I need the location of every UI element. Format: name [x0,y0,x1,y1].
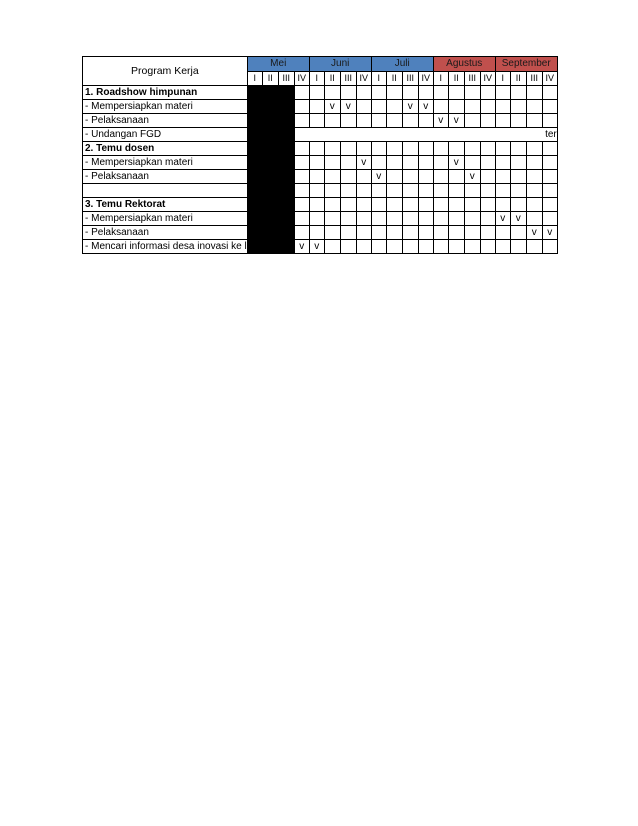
week-cell [464,156,480,170]
check-mark: v [542,226,557,240]
week-cell [418,142,433,156]
month-header-mei: Mei [247,57,309,72]
week-cell [495,86,510,100]
week-cell [448,100,464,114]
table-row [83,156,558,170]
week-cell [386,184,402,198]
blocked-cell [278,184,294,198]
week-header: III [464,71,480,86]
table-row [83,100,558,114]
week-cell [448,198,464,212]
blocked-cell [247,128,262,142]
blocked-cell [247,170,262,184]
week-header: IV [542,71,557,86]
week-header: III [526,71,542,86]
week-cell [356,240,371,254]
week-cell [294,142,309,156]
week-cell [480,86,495,100]
week-cell [324,170,340,184]
week-cell [402,226,418,240]
activity-label: - Mencari informasi desa inovasi ke l [83,240,248,254]
check-mark: v [433,114,448,128]
week-cell [340,170,356,184]
week-cell [324,226,340,240]
blocked-cell [262,86,278,100]
week-cell [294,100,309,114]
blocked-cell [262,184,278,198]
week-cell [433,240,448,254]
week-cell [402,212,418,226]
blocked-cell [247,100,262,114]
week-cell [386,240,402,254]
week-cell [510,226,526,240]
week-cell [294,86,309,100]
week-cell [510,86,526,100]
week-cell [371,114,386,128]
blocked-cell [247,156,262,170]
week-cell [526,240,542,254]
activity-label: - Mempersiapkan materi [83,212,248,226]
week-cell [464,198,480,212]
week-cell [309,142,324,156]
week-cell [386,114,402,128]
week-cell [386,212,402,226]
week-cell [356,226,371,240]
week-cell [510,170,526,184]
blocked-cell [262,114,278,128]
week-cell [526,142,542,156]
activity-label [83,184,248,198]
week-cell [386,170,402,184]
week-cell [324,86,340,100]
week-cell [542,240,557,254]
week-cell [542,170,557,184]
check-mark: v [464,170,480,184]
week-header: III [278,71,294,86]
check-mark: v [418,100,433,114]
week-cell [480,156,495,170]
blocked-cell [262,212,278,226]
week-cell [480,114,495,128]
week-header: IV [480,71,495,86]
week-cell [402,114,418,128]
week-cell [542,86,557,100]
week-header: I [309,71,324,86]
blocked-cell [278,114,294,128]
month-header-juni: Juni [309,57,371,72]
week-cell [542,184,557,198]
week-cell [510,240,526,254]
week-header: II [510,71,526,86]
week-cell [418,240,433,254]
week-cell [294,114,309,128]
check-mark: v [526,226,542,240]
week-cell [309,226,324,240]
week-cell [526,114,542,128]
week-cell [510,156,526,170]
week-cell [386,226,402,240]
week-cell [480,170,495,184]
week-cell [448,142,464,156]
blocked-cell [278,212,294,226]
check-mark: v [510,212,526,226]
week-cell [542,198,557,212]
week-cell [495,100,510,114]
week-header: IV [356,71,371,86]
week-cell [433,86,448,100]
week-header: II [386,71,402,86]
blocked-cell [247,114,262,128]
overflow-text: ter [294,128,557,142]
week-cell [371,100,386,114]
week-cell [495,170,510,184]
check-mark: v [309,240,324,254]
week-cell [340,198,356,212]
week-cell [402,142,418,156]
week-cell [526,170,542,184]
week-cell [371,184,386,198]
week-cell [495,240,510,254]
table-row [83,114,558,128]
program-kerja-header: Program Kerja [83,57,248,86]
week-cell [480,212,495,226]
week-cell [340,114,356,128]
week-cell [356,142,371,156]
check-mark: v [402,100,418,114]
week-cell [356,198,371,212]
week-cell [542,212,557,226]
month-header-agustus: Agustus [433,57,495,72]
week-cell [340,212,356,226]
week-cell [309,100,324,114]
week-cell [418,212,433,226]
week-cell [294,212,309,226]
week-cell [356,100,371,114]
week-cell [542,142,557,156]
week-cell [464,240,480,254]
week-cell [495,114,510,128]
week-cell [309,156,324,170]
blocked-cell [278,86,294,100]
week-cell [418,226,433,240]
week-cell [433,184,448,198]
week-cell [418,156,433,170]
week-header: IV [418,71,433,86]
week-cell [464,184,480,198]
week-cell [510,184,526,198]
activity-label: - Pelaksanaan [83,170,248,184]
week-cell [480,226,495,240]
week-cell [526,86,542,100]
week-cell [464,212,480,226]
blocked-cell [278,128,294,142]
week-cell [386,142,402,156]
week-cell [448,240,464,254]
week-cell [309,212,324,226]
activity-label: - Pelaksanaan [83,226,248,240]
week-cell [433,212,448,226]
week-header: I [495,71,510,86]
week-cell [433,170,448,184]
week-cell [433,142,448,156]
week-cell [324,156,340,170]
blocked-cell [262,170,278,184]
table-row [83,86,558,100]
week-cell [526,156,542,170]
table-row [83,142,558,156]
week-cell [402,156,418,170]
blocked-cell [278,156,294,170]
week-cell [371,198,386,212]
month-header-september: September [495,57,557,72]
check-mark: v [495,212,510,226]
blocked-cell [247,142,262,156]
week-cell [464,86,480,100]
blocked-cell [262,142,278,156]
week-cell [386,156,402,170]
table-row [83,184,558,198]
table-row [83,198,558,212]
activity-label: - Undangan FGD [83,128,248,142]
week-cell [433,156,448,170]
check-mark: v [371,170,386,184]
week-cell [433,100,448,114]
week-cell [340,226,356,240]
check-mark: v [356,156,371,170]
week-cell [480,198,495,212]
week-cell [386,198,402,212]
week-cell [480,100,495,114]
week-header: II [262,71,278,86]
blocked-cell [262,100,278,114]
week-cell [464,142,480,156]
week-cell [448,212,464,226]
blocked-cell [278,198,294,212]
week-cell [526,198,542,212]
week-cell [480,184,495,198]
week-cell [495,156,510,170]
week-cell [510,100,526,114]
activity-label: - Pelaksanaan [83,114,248,128]
week-cell [433,226,448,240]
week-cell [324,114,340,128]
week-header: I [433,71,448,86]
blocked-cell [278,170,294,184]
week-cell [309,170,324,184]
week-cell [402,184,418,198]
week-cell [324,240,340,254]
week-cell [356,114,371,128]
week-cell [510,142,526,156]
week-cell [340,184,356,198]
blocked-cell [262,156,278,170]
week-cell [433,198,448,212]
week-cell [526,212,542,226]
blocked-cell [247,86,262,100]
week-cell [402,86,418,100]
week-cell [324,198,340,212]
week-cell [418,170,433,184]
table-row [83,212,558,226]
activity-label: - Mempersiapkan materi [83,100,248,114]
schedule-table [82,56,558,254]
week-cell [356,170,371,184]
week-cell [340,240,356,254]
week-header: III [402,71,418,86]
week-cell [495,226,510,240]
week-cell [309,86,324,100]
week-cell [464,226,480,240]
week-cell [356,212,371,226]
table-row [83,226,558,240]
week-cell [324,142,340,156]
activity-label: 3. Temu Rektorat [83,198,248,212]
blocked-cell [278,226,294,240]
week-cell [526,100,542,114]
week-cell [464,100,480,114]
week-cell [495,142,510,156]
week-cell [371,212,386,226]
week-header: I [247,71,262,86]
week-cell [356,184,371,198]
table-row [83,240,558,254]
activity-label: 2. Temu dosen [83,142,248,156]
check-mark: v [324,100,340,114]
activity-label: 1. Roadshow himpunan [83,86,248,100]
blocked-cell [247,226,262,240]
week-cell [448,170,464,184]
week-cell [402,240,418,254]
week-cell [480,240,495,254]
week-cell [542,114,557,128]
blocked-cell [247,184,262,198]
week-cell [340,86,356,100]
week-header: III [340,71,356,86]
week-cell [371,226,386,240]
week-cell [340,142,356,156]
week-cell [495,184,510,198]
week-cell [356,86,371,100]
week-cell [371,142,386,156]
week-cell [510,114,526,128]
week-cell [324,212,340,226]
week-cell [448,226,464,240]
week-cell [495,198,510,212]
week-cell [386,100,402,114]
week-cell [294,198,309,212]
week-cell [464,114,480,128]
week-cell [402,170,418,184]
blocked-cell [247,212,262,226]
blocked-cell [262,226,278,240]
week-header: II [448,71,464,86]
month-header-juli: Juli [371,57,433,72]
week-cell [340,156,356,170]
week-cell [294,184,309,198]
week-cell [294,170,309,184]
week-cell [371,240,386,254]
blocked-cell [278,142,294,156]
blocked-cell [262,128,278,142]
check-mark: v [340,100,356,114]
week-cell [294,156,309,170]
check-mark: v [448,156,464,170]
week-cell [542,100,557,114]
week-cell [418,198,433,212]
check-mark: v [294,240,309,254]
week-cell [371,156,386,170]
table-row [83,170,558,184]
week-cell [402,198,418,212]
week-cell [526,184,542,198]
week-cell [418,86,433,100]
schedule-sheet [82,56,558,254]
week-cell [542,156,557,170]
week-cell [448,184,464,198]
week-cell [448,86,464,100]
week-header: II [324,71,340,86]
blocked-cell [262,240,278,254]
week-cell [418,184,433,198]
week-cell [309,114,324,128]
week-cell [294,226,309,240]
blocked-cell [247,198,262,212]
week-cell [480,142,495,156]
week-cell [386,86,402,100]
week-cell [418,114,433,128]
week-cell [309,198,324,212]
week-cell [309,184,324,198]
week-header: I [371,71,386,86]
week-cell [324,184,340,198]
activity-label: - Mempersiapkan materi [83,156,248,170]
week-cell [510,198,526,212]
week-cell [371,86,386,100]
blocked-cell [262,198,278,212]
blocked-cell [278,240,294,254]
table-row [83,128,558,142]
blocked-cell [278,100,294,114]
check-mark: v [448,114,464,128]
blocked-cell [247,240,262,254]
week-header: IV [294,71,309,86]
